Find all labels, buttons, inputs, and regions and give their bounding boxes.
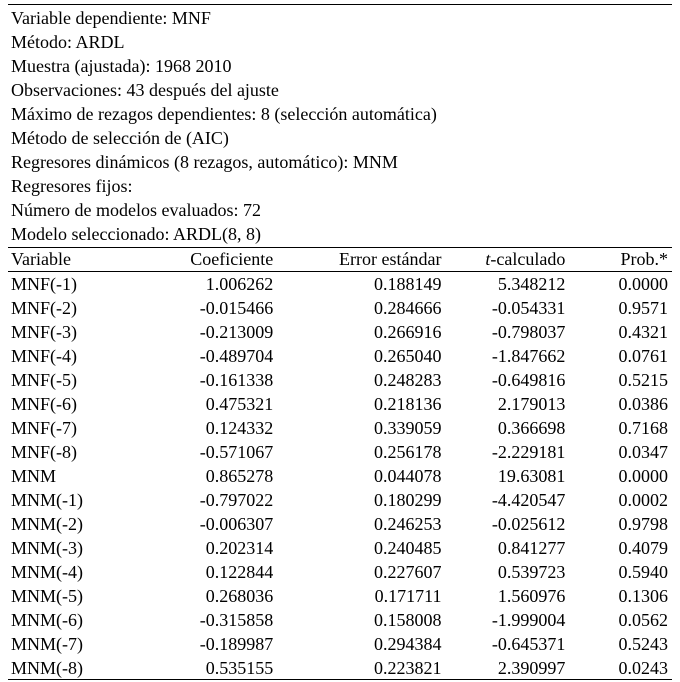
table-row (8, 416, 672, 440)
cell-std-error: 0.246253 (373, 514, 442, 534)
cell-t-stat: 2.390997 (497, 658, 566, 678)
bottom-rule (8, 679, 672, 680)
column-header-t-stat (441, 248, 565, 272)
method-line: Método: ARDL (11, 32, 125, 52)
table-row (8, 536, 672, 560)
cell-coefficient: -0.213009 (199, 322, 274, 342)
cell-std-error: 0.284666 (373, 298, 442, 318)
cell-variable: MNM(-4) (11, 562, 83, 582)
table-row (8, 272, 672, 297)
cell-std-error: 0.171711 (374, 586, 442, 606)
cell-coefficient: 0.475321 (205, 394, 274, 414)
cell-probability: 0.9798 (618, 514, 668, 534)
cell-std-error: 0.240485 (373, 538, 442, 558)
cell-variable: MNM (11, 466, 57, 486)
cell-variable: MNF(-1) (11, 274, 77, 294)
coefficients-table (8, 248, 672, 680)
cell-t-stat: -0.798037 (491, 322, 566, 342)
cell-probability: 0.5215 (618, 370, 668, 390)
cell-t-stat: 0.366698 (497, 418, 566, 438)
table-row (8, 608, 672, 632)
cell-coefficient: 0.268036 (205, 586, 274, 606)
table-row (8, 584, 672, 608)
cell-probability: 0.0002 (618, 490, 668, 510)
cell-variable: MNF(-3) (11, 322, 77, 342)
cell-coefficient: -0.015466 (199, 298, 274, 318)
cell-t-stat: 19.63081 (497, 466, 566, 486)
cell-std-error: 0.256178 (373, 442, 442, 462)
selection-method-line: Método de selección de (AIC) (11, 128, 229, 148)
cell-coefficient: -0.489704 (199, 346, 274, 366)
max-lags-line: Máximo de rezagos dependientes: 8 (selección automática) (11, 104, 437, 124)
table-row (8, 512, 672, 536)
cell-t-stat: -0.025612 (491, 514, 566, 534)
cell-coefficient: -0.189987 (199, 634, 274, 654)
cell-variable: MNF(-6) (11, 394, 77, 414)
table-row (8, 368, 672, 392)
table-row (8, 560, 672, 584)
cell-variable: MNF(-2) (11, 298, 77, 318)
cell-variable: MNM(-3) (11, 538, 83, 558)
cell-probability: 0.5940 (618, 562, 668, 582)
cell-variable: MNM(-6) (11, 610, 83, 630)
cell-probability: 0.0562 (618, 610, 668, 630)
cell-t-stat: -1.847662 (491, 346, 566, 366)
cell-probability: 0.4321 (618, 322, 668, 342)
cell-variable: MNF(-8) (11, 442, 77, 462)
cell-probability: 0.1306 (618, 586, 668, 606)
column-header-probability: Prob.* (565, 248, 672, 272)
cell-coefficient: -0.797022 (199, 490, 274, 510)
cell-std-error: 0.188149 (373, 274, 442, 294)
cell-variable: MNF(-4) (11, 346, 77, 366)
cell-coefficient: 0.202314 (205, 538, 274, 558)
cell-t-stat: -1.999004 (491, 610, 566, 630)
cell-coefficient: -0.006307 (199, 514, 274, 534)
table-row (8, 464, 672, 488)
column-header-coefficient: Coeficiente (140, 248, 274, 272)
cell-std-error: 0.227607 (373, 562, 442, 582)
cell-coefficient: 0.122844 (205, 562, 274, 582)
table-row (8, 392, 672, 416)
cell-t-stat: 5.348212 (497, 274, 566, 294)
cell-variable: MNM(-2) (11, 514, 83, 534)
cell-std-error: 0.266916 (373, 322, 442, 342)
table-row (8, 656, 672, 680)
column-header-variable: Variable (8, 248, 140, 272)
table-row (8, 440, 672, 464)
cell-variable: MNM(-1) (11, 490, 83, 510)
cell-t-stat: -4.420547 (491, 490, 566, 510)
cell-t-stat: 0.841277 (497, 538, 566, 558)
cell-coefficient: -0.161338 (199, 370, 274, 390)
table-header-row (8, 248, 672, 272)
cell-variable: MNM(-5) (11, 586, 83, 606)
dependent-variable-line: Variable dependiente: MNF (11, 8, 211, 28)
selected-model-line: Modelo seleccionado: ARDL(8, 8) (11, 224, 261, 244)
cell-probability: 0.0386 (618, 394, 668, 414)
table-body (8, 272, 672, 681)
cell-variable: MNF(-5) (11, 370, 77, 390)
cell-t-stat: -0.649816 (491, 370, 566, 390)
table-row (8, 632, 672, 656)
cell-std-error: 0.294384 (373, 634, 442, 654)
dynamic-regressors-line: Regresores dinámicos (8 rezagos, automático): MNM (11, 152, 398, 172)
cell-std-error: 0.223821 (373, 658, 442, 678)
table-row (8, 296, 672, 320)
cell-t-stat: -0.645371 (491, 634, 566, 654)
cell-probability: 0.9571 (618, 298, 668, 318)
cell-coefficient: 1.006262 (205, 274, 274, 294)
table-row (8, 344, 672, 368)
cell-std-error: 0.248283 (373, 370, 442, 390)
cell-t-stat: 2.179013 (497, 394, 566, 414)
cell-probability: 0.0761 (618, 346, 668, 366)
cell-std-error: 0.218136 (373, 394, 442, 414)
observations-line: Observaciones: 43 después del ajuste (11, 80, 279, 100)
cell-variable: MNM(-8) (11, 658, 83, 678)
cell-std-error: 0.180299 (373, 490, 442, 510)
fixed-regressors-line: Regresores fijos: (11, 176, 133, 196)
cell-probability: 0.0243 (618, 658, 668, 678)
column-header-std-error: Error estándar (273, 248, 441, 272)
cell-std-error: 0.158008 (373, 610, 442, 630)
models-evaluated-line: Número de modelos evaluados: 72 (11, 200, 261, 220)
cell-coefficient: 0.535155 (205, 658, 274, 678)
cell-probability: 0.4079 (618, 538, 668, 558)
cell-coefficient: 0.865278 (205, 466, 274, 486)
t-suffix: -calculado (490, 249, 566, 269)
table-row (8, 488, 672, 512)
cell-coefficient: -0.571067 (199, 442, 274, 462)
sample-line: Muestra (ajustada): 1968 2010 (11, 56, 232, 76)
cell-std-error: 0.339059 (373, 418, 442, 438)
top-rule (8, 4, 672, 5)
cell-probability: 0.7168 (618, 418, 668, 438)
cell-t-stat: 0.539723 (497, 562, 566, 582)
cell-t-stat: -0.054331 (491, 298, 566, 318)
model-info (11, 6, 671, 246)
table-row (8, 320, 672, 344)
cell-probability: 0.5243 (618, 634, 668, 654)
cell-probability: 0.0000 (618, 466, 668, 486)
cell-probability: 0.0347 (618, 442, 668, 462)
cell-variable: MNM(-7) (11, 634, 83, 654)
cell-t-stat: 1.560976 (497, 586, 566, 606)
cell-std-error: 0.044078 (373, 466, 442, 486)
cell-coefficient: -0.315858 (199, 610, 274, 630)
cell-std-error: 0.265040 (373, 346, 442, 366)
cell-probability: 0.0000 (618, 274, 668, 294)
cell-coefficient: 0.124332 (205, 418, 274, 438)
cell-t-stat: -2.229181 (491, 442, 566, 462)
cell-variable: MNF(-7) (11, 418, 77, 438)
t-prefix: t (485, 249, 491, 269)
